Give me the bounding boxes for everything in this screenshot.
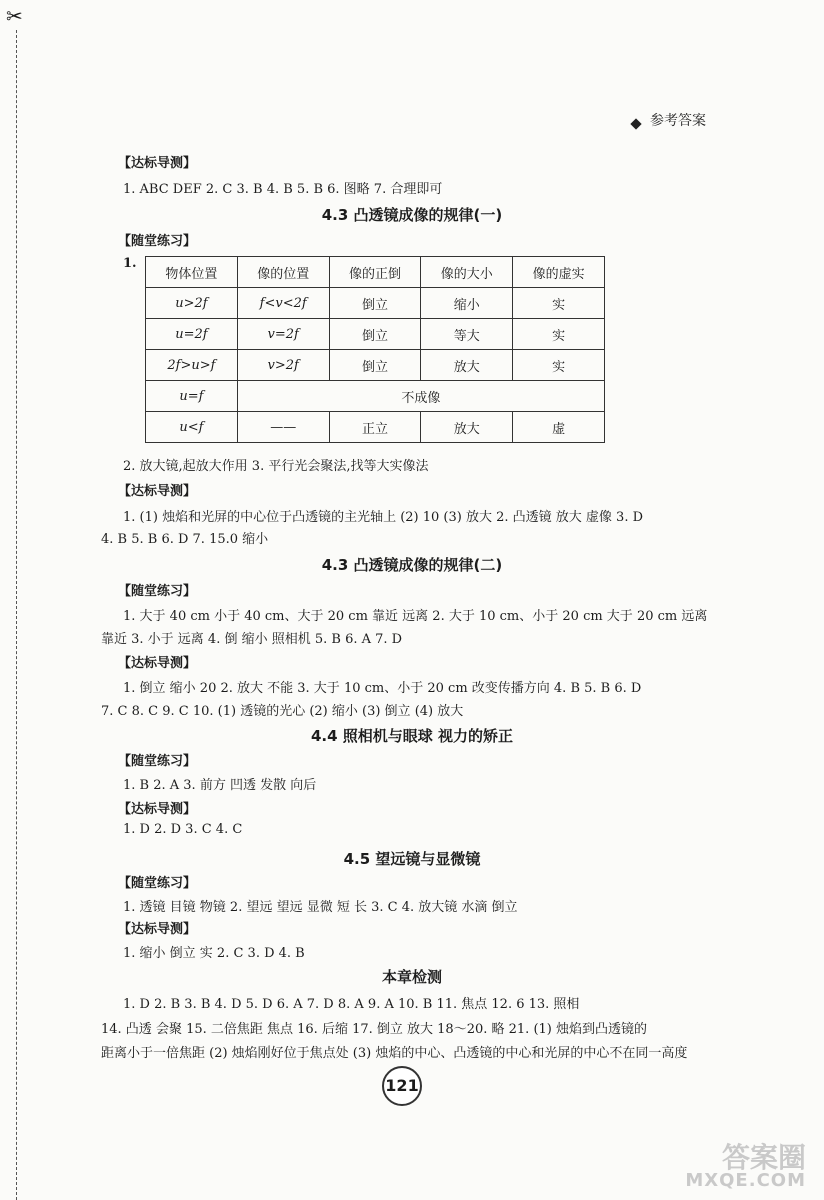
scissors-icon: ✂	[6, 4, 23, 28]
table-header: 像的正倒	[329, 257, 421, 288]
section-tag: 【随堂练习】	[118, 754, 197, 769]
watermark-text: 答案圈	[721, 1141, 806, 1174]
table-cell: 倒立	[329, 350, 421, 381]
header-title: 参考答案	[650, 113, 706, 129]
answer-line: 1. (1) 烛焰和光屏的中心位于凸透镜的主光轴上 (2) 10 (3) 放大 2. 凸透镜 放大 虚像 3. D	[123, 510, 644, 525]
section-tag: 【达标导测】	[118, 656, 197, 671]
answer-line: 靠近 3. 小于 远离 4. 倒 缩小 照相机 5. B 6. A 7. D	[101, 632, 403, 647]
table-cell: ——	[237, 412, 329, 443]
watermark-url: MXQE.COM	[685, 1170, 806, 1191]
watermark	[685, 1141, 806, 1191]
answer-line: 1. ABC DEF 2. C 3. B 4. B 5. B 6. 图略 7. 合理即可	[123, 182, 443, 197]
section-tag: 【随堂练习】	[118, 234, 197, 249]
table-cell: 实	[513, 319, 605, 350]
section-title: 4.5 望远镜与显微镜	[343, 850, 481, 868]
answer-line: 14. 凸透 会聚 15. 二倍焦距 焦点 16. 后缩 17. 倒立 放大 18～20. 略 21. (1) 烛焰到凸透镜的	[101, 1022, 647, 1037]
table-header: 像的虚实	[513, 257, 605, 288]
answer-line: 1. D 2. B 3. B 4. D 5. D 6. A 7. D 8. A 9. A 10. B 11. 焦点 12. 6 13. 照相	[123, 997, 580, 1012]
answer-line: 4. B 5. B 6. D 7. 15.0 缩小	[101, 532, 269, 547]
table-cell: v>2f	[237, 350, 329, 381]
table-cell: 倒立	[329, 319, 421, 350]
table-cell: 缩小	[421, 288, 513, 319]
table-cell: 实	[513, 288, 605, 319]
section-tag: 【随堂练习】	[118, 876, 197, 891]
table-cell: u=2f	[146, 319, 238, 350]
page-number: 121	[382, 1066, 422, 1106]
answer-line: 1. 缩小 倒立 实 2. C 3. D 4. B	[123, 946, 305, 961]
section-tag: 【达标导测】	[118, 802, 197, 817]
table-cell: 实	[513, 350, 605, 381]
table-row	[146, 288, 605, 319]
table-cell: 2f>u>f	[146, 350, 238, 381]
answer-line: 1. B 2. A 3. 前方 凹透 发散 向后	[123, 778, 317, 793]
lens-imaging-table	[145, 256, 605, 443]
page-header	[650, 110, 706, 130]
answer-line: 距离小于一倍焦距 (2) 烛焰刚好位于焦点处 (3) 烛焰的中心、凸透镜的中心和光屏的中心不在同一高度	[101, 1046, 688, 1061]
question-number: 1.	[123, 256, 137, 271]
table-row	[146, 350, 605, 381]
table-header: 像的位置	[237, 257, 329, 288]
table-header-row	[146, 257, 605, 288]
table-cell: u=f	[146, 381, 238, 412]
section-tag: 【达标导测】	[118, 156, 197, 171]
table-row	[146, 319, 605, 350]
table-header: 像的大小	[421, 257, 513, 288]
section-title: 4.3 凸透镜成像的规律(一)	[321, 206, 503, 224]
answer-line: 1. D 2. D 3. C 4. C	[123, 822, 243, 837]
table-row	[146, 381, 605, 412]
table-cell: 放大	[421, 412, 513, 443]
section-tag: 【随堂练习】	[118, 584, 197, 599]
table-cell: 虚	[513, 412, 605, 443]
section-title: 4.3 凸透镜成像的规律(二)	[321, 556, 503, 574]
answer-line: 1. 倒立 缩小 20 2. 放大 不能 3. 大于 10 cm、小于 20 cm 改变传播方向 4. B 5. B 6. D	[123, 681, 642, 696]
answer-line: 1. 透镜 目镜 物镜 2. 望远 望远 显微 短 长 3. C 4. 放大镜 水滴 倒立	[123, 900, 518, 915]
section-tag: 【达标导测】	[118, 484, 197, 499]
table-cell: 放大	[421, 350, 513, 381]
table-cell: 等大	[421, 319, 513, 350]
table-row	[146, 412, 605, 443]
answer-line: 7. C 8. C 9. C 10. (1) 透镜的光心 (2) 缩小 (3) 倒立 (4) 放大	[101, 704, 464, 719]
table-cell: u<f	[146, 412, 238, 443]
table-cell: 正立	[329, 412, 421, 443]
table-cell-merged: 不成像	[237, 381, 604, 412]
section-title: 4.4 照相机与眼球 视力的矫正	[310, 727, 514, 745]
answer-line: 2. 放大镜,起放大作用 3. 平行光会聚法,找等大实像法	[123, 459, 429, 474]
section-title: 本章检测	[381, 968, 442, 986]
table-cell: v=2f	[237, 319, 329, 350]
answer-line: 1. 大于 40 cm 小于 40 cm、大于 20 cm 靠近 远离 2. 大于 10 cm、小于 20 cm 大于 20 cm 远离	[123, 609, 708, 624]
table-header: 物体位置	[146, 257, 238, 288]
section-tag: 【达标导测】	[118, 922, 197, 937]
table-cell: 倒立	[329, 288, 421, 319]
table-cell: u>2f	[146, 288, 238, 319]
diamond-icon	[630, 118, 641, 129]
table-cell: f<v<2f	[237, 288, 329, 319]
